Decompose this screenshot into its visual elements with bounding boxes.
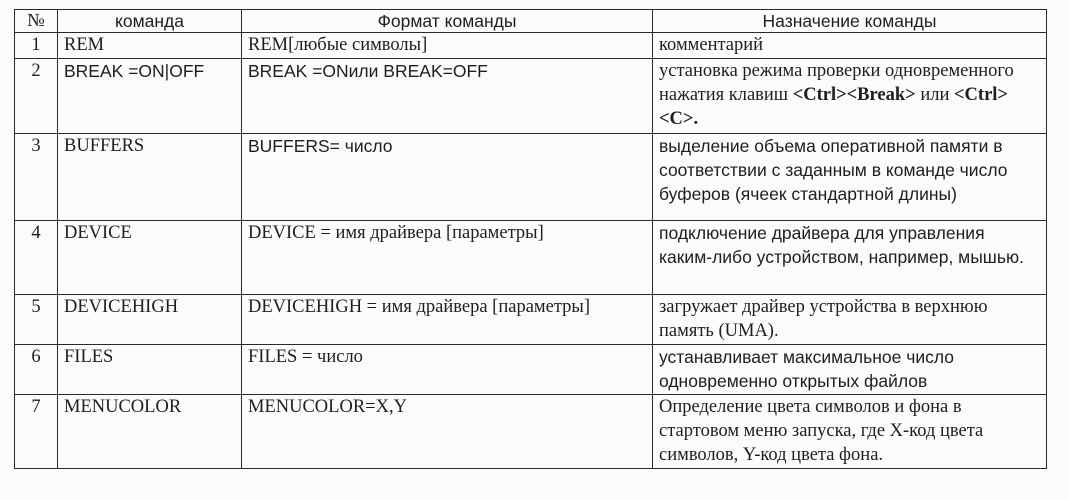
row-command: MENUCOLOR — [58, 395, 242, 469]
key-combo-ctrl-break: <Ctrl><Break> — [792, 85, 916, 105]
row-purpose: комментарий — [653, 33, 1047, 59]
row-purpose: устанавливает максимальное число одновременно открытых файлов — [653, 345, 1047, 395]
table-row — [15, 221, 1047, 295]
row-purpose-or: или — [920, 85, 950, 105]
table-row — [15, 134, 1047, 221]
row-purpose: Определение цвета символов и фона в стартовом меню запуска, где X-код цвета символов, Y-код цвета фона. — [653, 395, 1047, 469]
row-number: 5 — [15, 295, 58, 345]
header-command: команда — [58, 10, 242, 33]
row-purpose — [653, 59, 1047, 134]
header-number: № — [15, 10, 58, 33]
row-purpose: выделение объема оперативной памяти в соответствии с заданным в команде число буферов (ячеек стандартной длины) — [653, 134, 1047, 221]
row-format: FILES = число — [242, 345, 653, 395]
row-number: 2 — [15, 59, 58, 134]
table-row — [15, 33, 1047, 59]
row-purpose-text: установка режима проверки одновременного нажатия клавиш — [659, 61, 1014, 105]
header-purpose: Назначение команды — [653, 10, 1047, 33]
key-combo-ctrl-c: <Ctrl><C>. — [659, 85, 1008, 129]
row-format: MENUCOLOR=X,Y — [242, 395, 653, 469]
config-commands-table — [14, 9, 1047, 469]
row-command: FILES — [58, 345, 242, 395]
row-number: 4 — [15, 221, 58, 295]
header-format: Формат команды — [242, 10, 653, 33]
row-command: BREAK =ON|OFF — [58, 59, 242, 134]
row-format: BREAK =ONили BREAK=OFF — [242, 59, 653, 134]
row-format: DEVICEHIGH = имя драйвера [параметры] — [242, 295, 653, 345]
table-row — [15, 345, 1047, 395]
table-row — [15, 395, 1047, 469]
row-command: REM — [58, 33, 242, 59]
table-header-row — [15, 10, 1047, 33]
row-number: 7 — [15, 395, 58, 469]
row-format: REM[любые символы] — [242, 33, 653, 59]
row-format: BUFFERS= число — [242, 134, 653, 221]
row-number: 3 — [15, 134, 58, 221]
table-row — [15, 295, 1047, 345]
row-number: 1 — [15, 33, 58, 59]
row-command: DEVICE — [58, 221, 242, 295]
row-command: DEVICEHIGH — [58, 295, 242, 345]
row-number: 6 — [15, 345, 58, 395]
row-purpose: подключение драйвера для управления каким-либо устройством, например, мышью. — [653, 221, 1047, 295]
row-command: BUFFERS — [58, 134, 242, 221]
row-format: DEVICE = имя драйвера [параметры] — [242, 221, 653, 295]
row-purpose: загружает драйвер устройства в верхнюю память (UMA). — [653, 295, 1047, 345]
table-row — [15, 59, 1047, 134]
